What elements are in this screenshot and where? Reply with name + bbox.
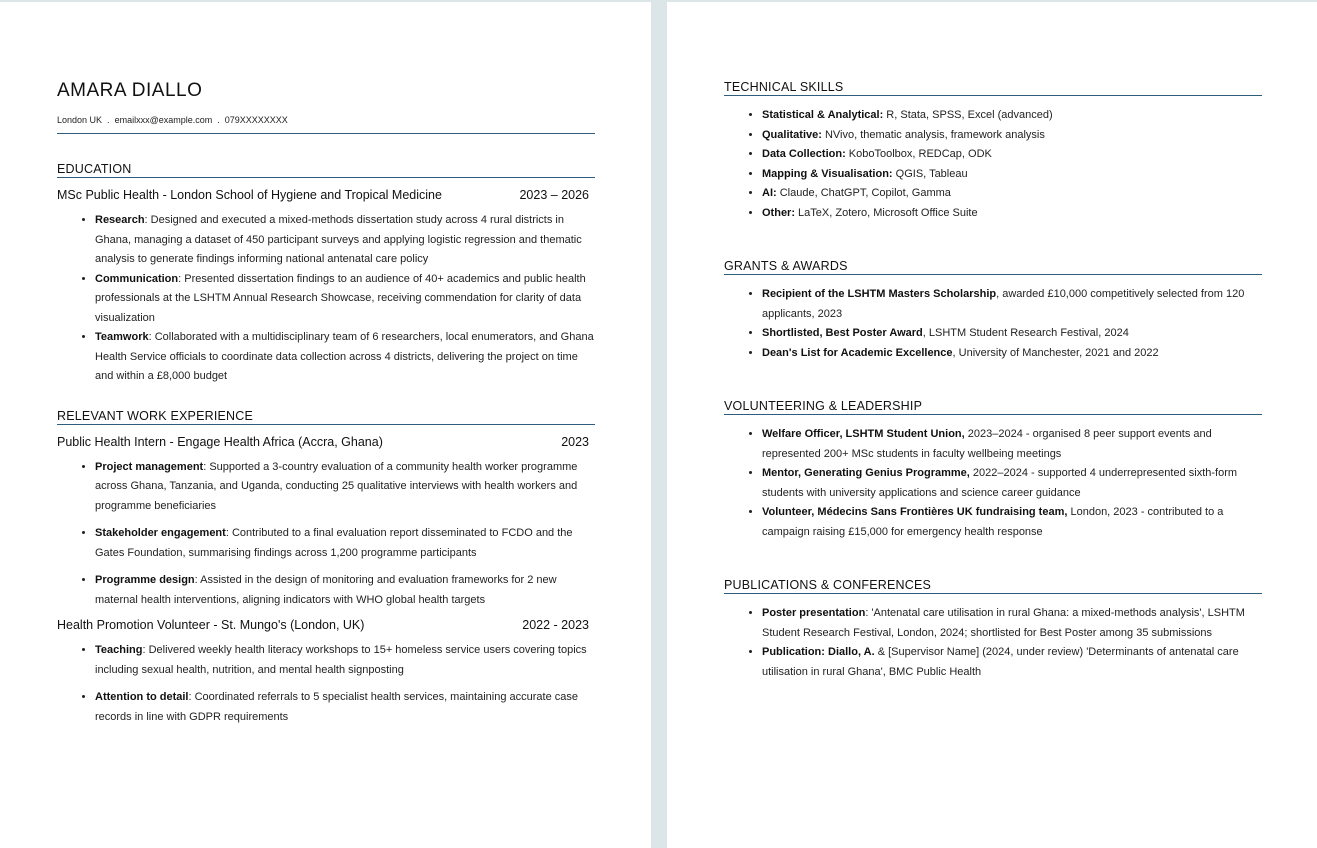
list-item xyxy=(762,324,1262,344)
list-item xyxy=(95,688,595,727)
bullet-label: Research xyxy=(95,214,145,226)
list-item xyxy=(95,458,595,517)
bullet-text: R, Stata, SPSS, Excel (advanced) xyxy=(883,109,1053,121)
bullet-label: Volunteer, Médecins Sans Frontières UK fundraising team, xyxy=(762,506,1068,518)
list-item xyxy=(762,145,1262,165)
section-title-grants: GRANTS & AWARDS xyxy=(724,259,1262,275)
bullet-text: , LSHTM Student Research Festival, 2024 xyxy=(922,327,1129,339)
skills-list xyxy=(724,106,1262,223)
bullet-text: : Contributed to a final evaluation report disseminated to FCDO and the Gates Foundation, summarising findings across 1,200 programme participants xyxy=(95,527,573,559)
job-role: Public Health Intern - Engage Health Africa xyxy=(57,434,295,449)
volunteering-section xyxy=(724,399,1262,542)
bullet-label: Qualitative: xyxy=(762,128,822,141)
publications-section xyxy=(724,578,1262,682)
bullet-label: Poster presentation xyxy=(762,607,866,619)
job-header xyxy=(57,435,595,449)
list-item xyxy=(762,503,1262,542)
list-item xyxy=(95,571,595,610)
bullet-text: : 'Antenatal care utilisation in rural Ghana: a mixed-methods analysis', LSHTM Student Research Festival, London, 2024; shortlisted for Best Poster among 35 submissions xyxy=(762,607,1245,639)
bullet-text: : Delivered weekly health literacy workshops to 15+ homeless service users covering topics including sexual health, nutrition, and mental health signposting xyxy=(95,644,587,676)
bullet-label: Project management xyxy=(95,460,204,473)
bullet-label: Teaching xyxy=(95,644,143,656)
bullet-text: : Designed and executed a mixed-methods dissertation study across 4 rural districts in Ghana, managing a dataset of 450 participant surveys and applying logistic regression and thematic analysis to generate findings informing national antenatal care policy xyxy=(95,214,582,265)
degree-title: MSc Public Health - London School of Hygiene and Tropical Medicine xyxy=(57,188,442,202)
section-title-volunteering: VOLUNTEERING & LEADERSHIP xyxy=(724,399,1262,415)
list-item xyxy=(762,285,1262,324)
contact-phone: 079XXXXXXXX xyxy=(224,115,288,125)
list-item xyxy=(762,344,1262,364)
grants-list xyxy=(724,285,1262,363)
grants-section xyxy=(724,259,1262,363)
work-section xyxy=(57,409,595,728)
list-item xyxy=(95,641,595,680)
list-item xyxy=(95,211,595,270)
bullet-label: Statistical & Analytical: xyxy=(762,109,884,121)
bullet-text: Claude, ChatGPT, Copilot, Gamma xyxy=(776,187,951,199)
bullet-label: AI: xyxy=(762,187,777,199)
section-title-skills: TECHNICAL SKILLS xyxy=(724,80,1262,96)
bullet-label: Teamwork xyxy=(95,331,149,343)
resume-page-2 xyxy=(667,2,1317,848)
contact-location: London UK xyxy=(57,115,103,125)
bullet-label: Data Collection: xyxy=(762,148,846,160)
job-location: (London, UK) xyxy=(286,618,365,632)
bullet-label: Communication xyxy=(95,272,179,285)
list-item xyxy=(762,126,1262,146)
bullet-label: Mentor, Generating Genius Programme, xyxy=(762,467,970,479)
contact-line xyxy=(57,115,595,134)
list-item xyxy=(95,524,595,563)
bullet-label: Mapping & Visualisation: xyxy=(762,167,893,180)
bullet-text: , awarded £10,000 competitively selected from 120 applicants, 2023 xyxy=(762,288,1245,320)
bullet-label: Stakeholder engagement xyxy=(95,527,226,539)
contact-email: emailxxx@example.com xyxy=(114,115,213,125)
job-header xyxy=(57,618,595,632)
skills-section xyxy=(724,80,1262,223)
bullet-text: KoboToolbox, REDCap, ODK xyxy=(845,148,992,160)
bullet-text: 2023–2024 - organised 8 peer support events and represented 200+ MSc students in faculty wellbeing meetings xyxy=(762,428,1212,460)
bullet-text: QGIS, Tableau xyxy=(892,167,968,180)
contact-separator: . xyxy=(217,115,220,125)
job-dates: 2023 xyxy=(561,434,589,449)
contact-separator: . xyxy=(107,115,110,125)
list-item xyxy=(762,106,1262,126)
bullet-label: Other: xyxy=(762,206,795,219)
bullet-label: Dean's List for Academic Excellence xyxy=(762,346,953,359)
bullet-label: Attention to detail xyxy=(95,691,189,703)
section-title-publications: PUBLICATIONS & CONFERENCES xyxy=(724,578,1262,594)
list-item xyxy=(762,204,1262,224)
candidate-name: AMARA DIALLO xyxy=(57,80,203,101)
bullet-label: Welfare Officer, LSHTM Student Union, xyxy=(762,428,965,440)
education-section xyxy=(57,162,595,387)
job-location: (Accra, Ghana) xyxy=(294,434,383,449)
bullet-text: 2022–2024 - supported 4 underrepresented sixth-form students with university applications and science career guidance xyxy=(762,467,1238,499)
bullet-text: : Collaborated with a multidisciplinary team of 6 researchers, local enumerators, and Ghana Health Service officials to coordinate data collection across 4 districts, delivering the project on time and within a £8,000 budget xyxy=(95,331,594,382)
job-bullets xyxy=(57,458,595,611)
bullet-text: : Assisted in the design of monitoring and evaluation frameworks for 2 new maternal health interventions, aligning indicators with WHO global health targets xyxy=(95,574,557,606)
bullet-label: Programme design xyxy=(95,574,195,586)
volunteering-list xyxy=(724,425,1262,542)
degree-dates: 2023 – 2026 xyxy=(519,188,589,202)
education-bullets xyxy=(57,211,595,387)
list-item xyxy=(762,643,1262,682)
list-item xyxy=(762,604,1262,643)
list-item xyxy=(762,184,1262,204)
bullet-label: Shortlisted, Best Poster Award xyxy=(762,327,923,339)
bullet-text: , University of Manchester, 2021 and 2022 xyxy=(952,346,1159,359)
publications-list xyxy=(724,604,1262,682)
resume-page-1 xyxy=(0,2,651,848)
job-dates: 2022 - 2023 xyxy=(522,618,589,632)
section-title-work: RELEVANT WORK EXPERIENCE xyxy=(57,409,595,425)
list-item xyxy=(95,328,595,387)
bullet-text: : Coordinated referrals to 5 specialist health services, maintaining accurate case records in line with GDPR requirements xyxy=(95,691,578,723)
list-item xyxy=(762,464,1262,503)
section-title-education: EDUCATION xyxy=(57,162,595,178)
bullet-text: NVivo, thematic analysis, framework analysis xyxy=(821,128,1045,141)
bullet-text: : Presented dissertation findings to an audience of 40+ academics and public health professionals at the LSHTM Annual Research Showcase, receiving commendation for clarity of data visualization xyxy=(95,272,586,324)
bullet-text: & [Supervisor Name] (2024, under review) 'Determinants of antenatal care utilisation in rural Ghana', BMC Public Health xyxy=(762,646,1239,678)
list-item xyxy=(762,425,1262,464)
bullet-label: Recipient of the LSHTM Masters Scholarship xyxy=(762,288,997,300)
education-entry-header xyxy=(57,188,595,202)
bullet-label: Publication: Diallo, A. xyxy=(762,646,875,658)
job-role: Health Promotion Volunteer - St. Mungo's xyxy=(57,618,287,632)
list-item xyxy=(762,165,1262,185)
bullet-text: : Supported a 3-country evaluation of a community health worker programme across Ghana, Tanzania, and Uganda, conducting 25 qualitative interviews with health workers and programme beneficiaries xyxy=(95,460,578,512)
job-bullets xyxy=(57,641,595,727)
bullet-text: LaTeX, Zotero, Microsoft Office Suite xyxy=(795,206,978,219)
list-item xyxy=(95,270,595,329)
bullet-text: London, 2023 - contributed to a campaign raising £15,000 for emergency health response xyxy=(762,506,1224,538)
